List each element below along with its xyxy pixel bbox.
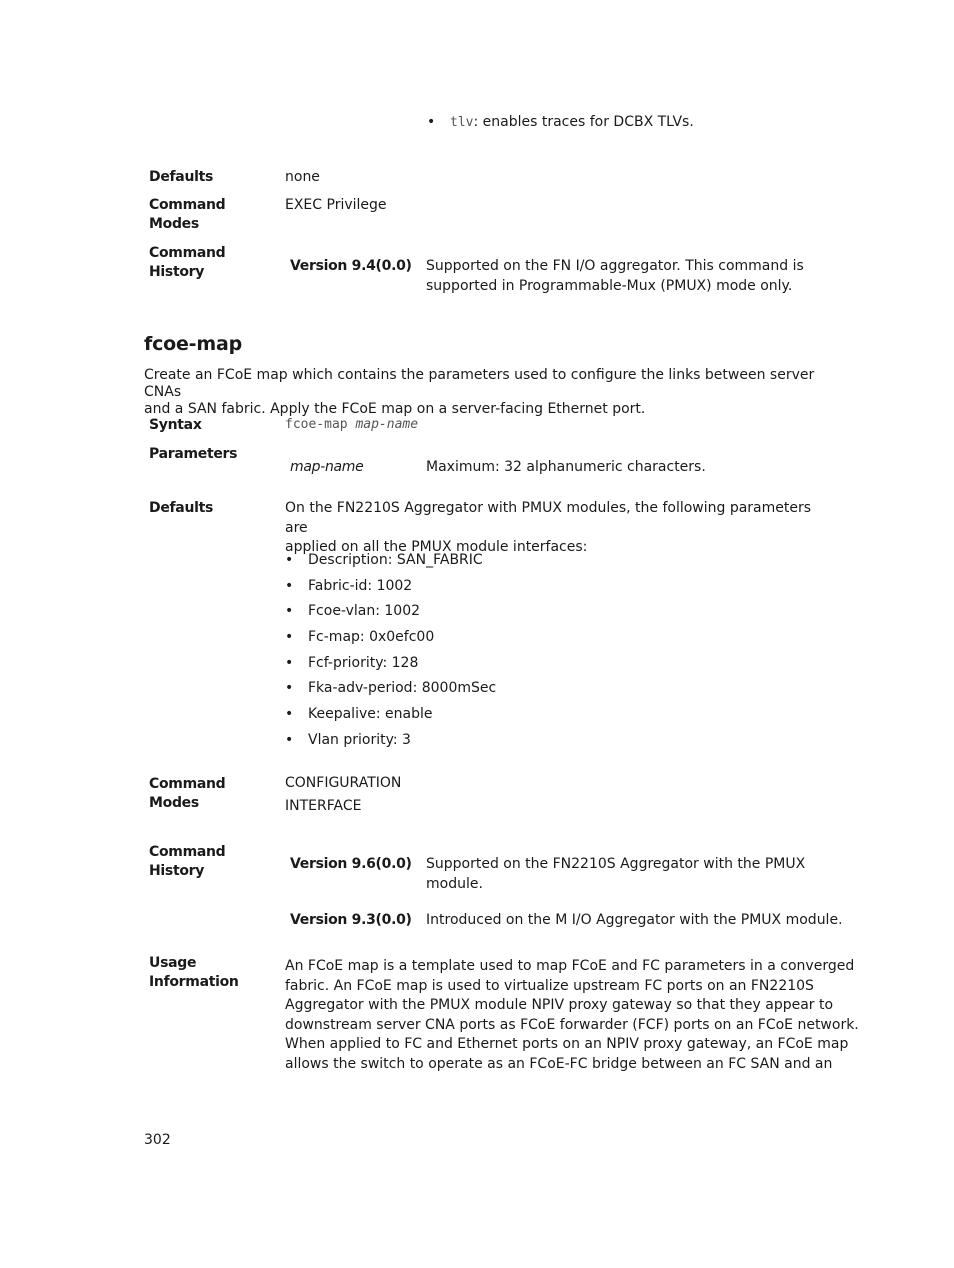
usage-term: Usage Information [149, 955, 239, 990]
bullet-icon: • [285, 732, 294, 748]
defaults-intro: On the FN2210S Aggregator with PMUX modules, the following parameters are applied on all the PMUX module interfaces: [285, 500, 812, 555]
defaults-term: Defaults [149, 500, 214, 516]
history-desc: Supported on the FN2210S Aggregator with the PMUX module. [426, 856, 806, 892]
bullet-icon: • [285, 552, 294, 568]
history-version: Version 9.6(0.0) [290, 856, 412, 872]
prev-modes-term: Command Modes [149, 197, 226, 232]
prev-history-version: Version 9.4(0.0) [290, 258, 412, 274]
bullet-icon: • [285, 603, 294, 619]
prev-history-term: Command History [149, 245, 226, 280]
prev-history-desc: Supported on the FN I/O aggregator. This command is supported in Programmable-Mux (PMUX) mode only. [426, 258, 804, 294]
modes-term: Command Modes [149, 776, 226, 811]
syntax-command: fcoe-map map-name [285, 417, 419, 432]
section-intro: Create an FCoE map which contains the parameters used to configure the links between server CNAs and a SAN fabric. Apply the FCoE map on a server-facing Ethernet port. [144, 367, 815, 417]
prev-defaults-term: Defaults [149, 169, 214, 185]
bullet-icon: • [285, 578, 294, 594]
page-number: 302 [144, 1132, 171, 1148]
mode-value: CONFIGURATION [285, 775, 402, 791]
history-desc: Introduced on the M I/O Aggregator with the PMUX module. [426, 912, 843, 928]
parameters-term: Parameters [149, 446, 238, 462]
section-title: fcoe-map [144, 333, 242, 355]
bullet-icon: • [285, 655, 294, 671]
bullet-icon: • [285, 680, 294, 696]
usage-text: An FCoE map is a template used to map FCoE and FC parameters in a converged fabric. An FCoE map is used to virtualize upstream FC ports on an FN2210S Aggregator with the PMUX module NPIV proxy gateway so that they appear to downstream server CNA ports as FCoE forwarder (FCF) ports on an FCoE network. When applied to FC and Ethernet ports on an NPIV proxy gateway, an FCoE map allows the switch to operate as an FCoE-FC bridge between an FC SAN and an [285, 958, 859, 1072]
option-text: : enables traces for DCBX TLVs. [473, 114, 694, 130]
param-desc: Maximum: 32 alphanumeric characters. [426, 459, 706, 475]
prev-defaults-value: none [285, 169, 320, 185]
syntax-term: Syntax [149, 417, 202, 433]
prev-modes-value: EXEC Privilege [285, 197, 387, 213]
mode-value: INTERFACE [285, 798, 362, 814]
bullet-icon: • [285, 629, 294, 645]
option-code: tlv [450, 115, 474, 130]
bullet-icon: • [427, 114, 436, 130]
bullet-icon: • [285, 706, 294, 722]
param-name: map-name [290, 459, 364, 475]
history-version: Version 9.3(0.0) [290, 912, 412, 928]
history-term: Command History [149, 844, 226, 879]
